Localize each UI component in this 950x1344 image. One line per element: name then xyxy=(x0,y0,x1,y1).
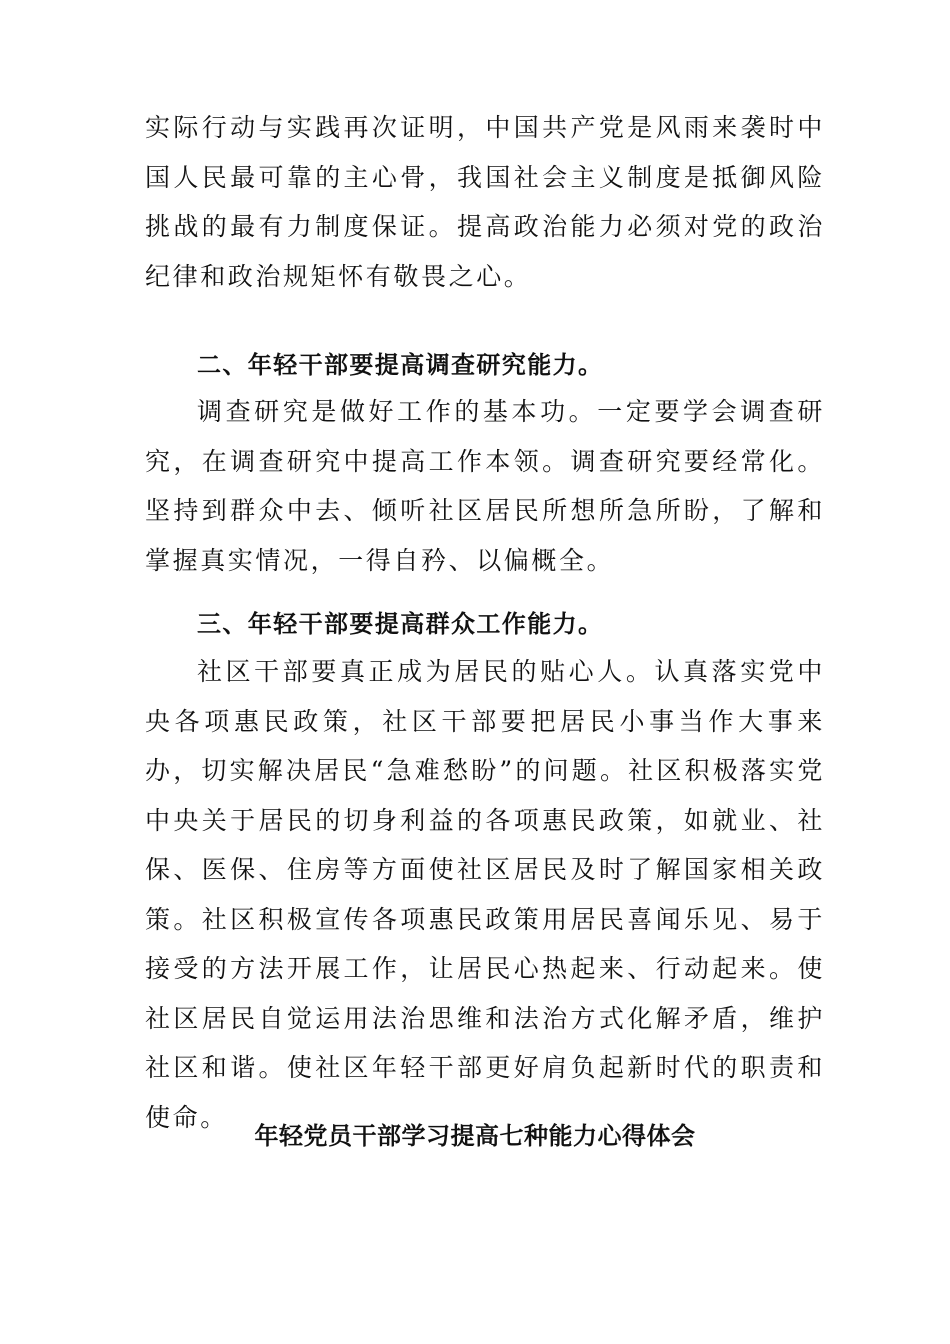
section-heading-research-ability: 二、年轻干部要提高调查研究能力。 xyxy=(197,351,604,379)
paragraph-research-ability: 调查研究是做好工作的基本功。一定要学会调查研究，在调查研究中提高工作本领。调查研究要经常化。坚持到群众中去、倾听社区居民所想所急所盼，了解和掌握真实情况，一得自矜、以偏概全。 xyxy=(145,397,825,575)
section-heading-mass-work-ability: 三、年轻干部要提高群众工作能力。 xyxy=(197,610,604,638)
paragraph-political-ability-continuation: 实际行动与实践再次证明，中国共产党是风雨来袭时中国人民最可靠的主心骨，我国社会主义制度是抵御风险挑战的最有力制度保证。提高政治能力必须对党的政治纪律和政治规矩怀有敬畏之心。 xyxy=(145,113,825,291)
paragraph-mass-work-ability: 社区干部要真正成为居民的贴心人。认真落实党中央各项惠民政策，社区干部要把居民小事当作大事来办，切实解决居民“急难愁盼”的问题。社区积极落实党中央关于居民的切身利益的各项惠民政策，如就业、社保、医保、住房等方面使社区居民及时了解国家相关政策。社区积极宣传各项惠民政策用居民喜闻乐见、易于接受的方法开展工作，让居民心热起来、行动起来。使社区居民自觉运用法治思维和法治方式化解矛盾，维护社区和谐。使社区年轻干部更好肩负起新时代的职责和使命。 xyxy=(145,657,825,1132)
document-title: 年轻党员干部学习提高七种能力心得体会 xyxy=(254,1122,696,1150)
